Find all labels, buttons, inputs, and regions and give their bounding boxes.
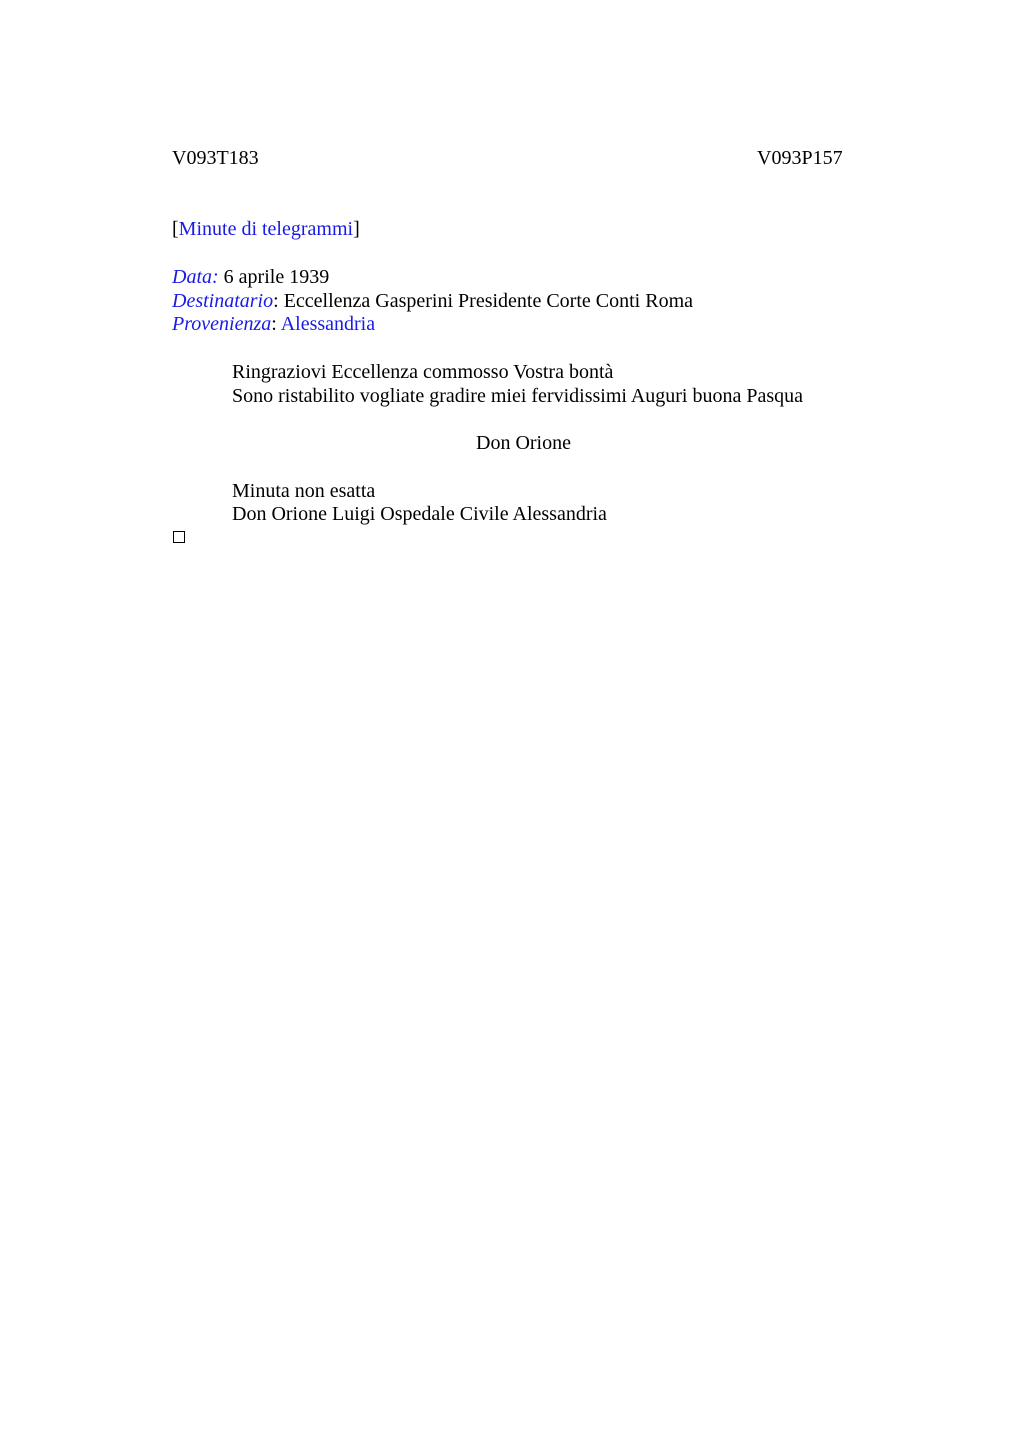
origin-separator: : <box>271 313 277 335</box>
date-label: Data: <box>172 266 219 288</box>
date-value: 6 aprile 1939 <box>223 266 330 288</box>
signature: Don Orione <box>476 432 571 454</box>
recipient-label: Destinatario <box>172 290 274 312</box>
heading-open-bracket: [ <box>172 218 179 240</box>
origin-value-link[interactable]: Alessandria <box>280 313 376 335</box>
telegram-text-line-1: Ringraziovi Eccellenza commosso Vostra bontà <box>232 361 614 383</box>
recipient-value: Eccellenza Gasperini Presidente Corte Conti Roma <box>283 290 694 312</box>
document-code-left: V093T183 <box>172 147 259 169</box>
heading-close-bracket: ] <box>353 218 360 240</box>
document-code-right: V093P157 <box>757 147 843 169</box>
end-of-document-box-icon <box>173 531 185 543</box>
date-row <box>172 265 329 289</box>
origin-label: Provenienza <box>172 313 272 335</box>
heading-title-link[interactable]: Minute di telegrammi <box>178 218 354 240</box>
note-line-2: Don Orione Luigi Ospedale Civile Alessandria <box>232 503 607 525</box>
section-heading <box>172 217 360 241</box>
note-line-1: Minuta non esatta <box>232 480 376 502</box>
origin-row <box>172 312 375 336</box>
recipient-row <box>172 289 693 313</box>
recipient-separator: : <box>273 290 279 312</box>
telegram-text-line-2: Sono ristabilito vogliate gradire miei fervidissimi Auguri buona Pasqua <box>232 385 804 407</box>
